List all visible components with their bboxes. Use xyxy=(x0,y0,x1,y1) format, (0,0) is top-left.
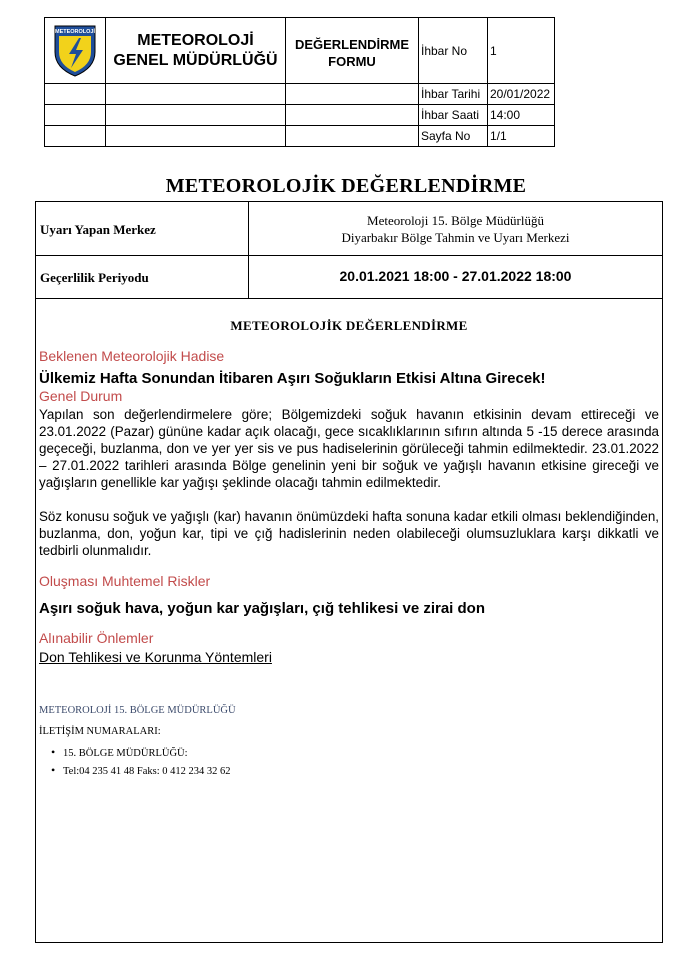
measures-link[interactable]: Don Tehlikesi ve Korunma Yöntemleri xyxy=(39,649,272,665)
center-label: Uyarı Yapan Merkez xyxy=(40,222,156,237)
general-label: Genel Durum xyxy=(39,388,123,404)
validity-value: 20.01.2021 18:00 - 27.01.2022 18:00 xyxy=(339,268,572,284)
center-line1: Meteoroloji 15. Bölge Müdürlüğü xyxy=(367,213,544,228)
paragraph-general: Yapılan son değerlendirmelere göre; Bölgemizdeki soğuk havanın etkisinin devam ettireceği ve 23.01.2022 (Pazar) gününe kadar açık olacağı, gece sıcaklıklarının sıfırın altında 5 -15 derece arasında geçeceği, buzlanma, don ve yer yer sis ve pus hadiselerinin görüleceği tahmin edilmektedir. 23.01.2022 – 27.01.2022 tarihleri arasında Bölge genelinin yeni bir soğuk ve yağışlı havanın etkisine gireceği ve yağışların genellikle kar yağışı şeklinde olacağı tahmin edilmektedir. xyxy=(39,407,659,490)
contact-item: • Tel:04 235 41 48 Faks: 0 412 234 32 62 xyxy=(63,763,659,781)
form-name-line2: FORMU xyxy=(328,54,376,69)
field-label: İhbar No xyxy=(419,18,488,84)
field-value: 20/01/2022 xyxy=(488,84,555,105)
document-frame xyxy=(35,201,663,943)
field-value: 1/1 xyxy=(488,126,555,147)
risks-text: Aşırı soğuk hava, yoğun kar yağışları, çığ tehlikesi ve zirai don xyxy=(39,600,485,617)
footer-contacts-label: İLETİŞİM NUMARALARI: xyxy=(39,726,161,737)
validity-label: Geçerlilik Periyodu xyxy=(40,270,149,285)
org-name-line1: METEOROLOJİ xyxy=(137,31,254,49)
field-label: İhbar Saati xyxy=(419,105,488,126)
form-name-line1: DEĞERLENDİRME xyxy=(294,37,410,52)
field-label: Sayfa No xyxy=(419,126,488,147)
paragraph-warning: Söz konusu soğuk ve yağışlı (kar) havanın önümüzdeki hafta sonuna kadar etkili olması beklendiğinden, buzlanma, don, yoğun kar, tipi ve çığ hadislerinin neden olabileceği olumsuzluklara karşı dikkatli ve tedbirli olunmalıdır. xyxy=(39,509,659,558)
center-value xyxy=(249,212,662,246)
headline: Ülkemiz Hafta Sonundan İtibaren Aşırı Soğukların Etkisi Altına Girecek! xyxy=(39,370,546,387)
assessment-body xyxy=(39,298,659,781)
org-name-cell xyxy=(106,18,286,84)
org-name-line2: GENEL MÜDÜRLÜĞÜ xyxy=(113,51,278,69)
document-title: METEOROLOJİK DEĞERLENDİRME xyxy=(165,175,527,197)
risks-label: Oluşması Muhtemel Riskler xyxy=(39,573,211,589)
contact-item: • 15. BÖLGE MÜDÜRLÜĞÜ: xyxy=(63,745,659,763)
field-value: 14:00 xyxy=(488,105,555,126)
field-label: İhbar Tarihi xyxy=(419,84,488,105)
logo-cell xyxy=(45,18,106,84)
contacts-list xyxy=(39,745,659,781)
form-name-cell xyxy=(286,18,419,84)
expected-label: Beklenen Meteorolojik Hadise xyxy=(39,348,225,364)
meteoroloji-logo-icon xyxy=(51,20,99,78)
svg-text:METEOROLOJİ: METEOROLOJİ xyxy=(54,29,96,35)
center-line2: Diyarbakır Bölge Tahmin ve Uyarı Merkezi xyxy=(341,230,570,245)
center-row xyxy=(36,202,662,256)
footer-org: METEOROLOJİ 15. BÖLGE MÜDÜRLÜĞÜ xyxy=(39,705,236,716)
validity-row xyxy=(36,256,662,299)
measures-label: Alınabilir Önlemler xyxy=(39,630,154,646)
field-value: 1 xyxy=(488,18,555,84)
section-title: METEOROLOJİK DEĞERLENDİRME xyxy=(230,318,468,333)
header-table xyxy=(44,17,555,147)
